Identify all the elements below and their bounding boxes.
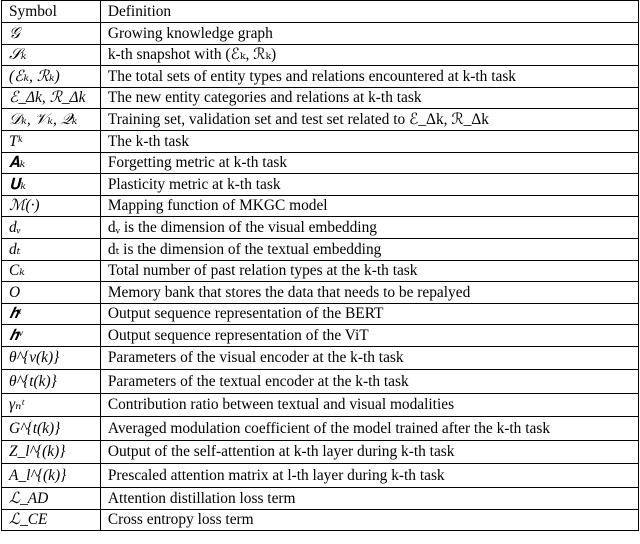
- symbol-cell: ℰ_Δk, ℛ_Δk: [2, 87, 101, 109]
- table-row: [2, 238, 639, 260]
- definition-cell: Parameters of the visual encoder at the k-th task: [100, 346, 638, 370]
- definition-cell: dᵥ is the dimension of the visual embedding: [100, 217, 638, 239]
- definition-cell: k-th snapshot with (ℰₖ, ℛₖ): [100, 44, 638, 66]
- table-row: [2, 174, 639, 196]
- definition-cell: Contribution ratio between textual and visual modalities: [100, 393, 638, 417]
- definition-cell: dₜ is the dimension of the textual embedding: [100, 238, 638, 260]
- table-row: [2, 325, 639, 347]
- table-row: [2, 370, 639, 394]
- table-row: [2, 109, 639, 131]
- symbol-cell: 𝐀ₖ: [2, 152, 101, 174]
- table-row: [2, 217, 639, 239]
- symbol-cell: ℒ_CE: [2, 509, 101, 531]
- symbol-cell: G^{t(k)}: [2, 417, 101, 441]
- table-row: [2, 440, 639, 464]
- definition-cell: Total number of past relation types at the k-th task: [100, 260, 638, 282]
- table-row: [2, 66, 639, 88]
- symbol-cell: (ℰₖ, ℛₖ): [2, 66, 101, 88]
- symbol-cell: θ^{t(k)}: [2, 370, 101, 394]
- definition-cell: Mapping function of MKGC model: [100, 195, 638, 217]
- definition-cell: Output sequence representation of the BERT: [100, 303, 638, 325]
- table-row: [2, 509, 639, 531]
- symbol-cell: γₙᵗ: [2, 393, 101, 417]
- symbol-cell: dᵥ: [2, 217, 101, 239]
- header-row: [2, 1, 639, 23]
- table-row: [2, 346, 639, 370]
- definition-column-header: Definition: [100, 1, 638, 23]
- definition-cell: Attention distillation loss term: [100, 487, 638, 509]
- table-row: [2, 487, 639, 509]
- symbol-cell: Z_l^{(k)}: [2, 440, 101, 464]
- definition-cell: The k-th task: [100, 130, 638, 152]
- table-row: [2, 260, 639, 282]
- symbol-cell: ℒ_AD: [2, 487, 101, 509]
- symbol-cell: ℳ(·): [2, 195, 101, 217]
- table-row: [2, 87, 639, 109]
- table-row: [2, 130, 639, 152]
- symbol-cell: dₜ: [2, 238, 101, 260]
- definition-cell: Averaged modulation coefficient of the model trained after the k-th task: [100, 417, 638, 441]
- symbol-cell: 𝐔ₖ: [2, 174, 101, 196]
- definition-cell: Memory bank that stores the data that needs to be repalyed: [100, 282, 638, 304]
- table-row: [2, 282, 639, 304]
- symbol-cell: Cₖ: [2, 260, 101, 282]
- definition-cell: Training set, validation set and test set related to ℰ_Δk, ℛ_Δk: [100, 109, 638, 131]
- definition-cell: The total sets of entity types and relations encountered at k-th task: [100, 66, 638, 88]
- definition-cell: Cross entropy loss term: [100, 509, 638, 531]
- table-row: [2, 195, 639, 217]
- table-row: [2, 303, 639, 325]
- definition-cell: The new entity categories and relations at k-th task: [100, 87, 638, 109]
- definition-cell: Growing knowledge graph: [100, 23, 638, 45]
- symbol-cell: θ^{v(k)}: [2, 346, 101, 370]
- symbol-cell: O: [2, 282, 101, 304]
- definition-cell: Output sequence representation of the ViT: [100, 325, 638, 347]
- definition-cell: Prescaled attention matrix at l-th layer during k-th task: [100, 464, 638, 488]
- definition-cell: Parameters of the textual encoder at the k-th task: [100, 370, 638, 394]
- table-row: [2, 152, 639, 174]
- symbol-cell: 𝒢: [2, 23, 101, 45]
- table-row: [2, 23, 639, 45]
- definition-cell: Plasticity metric at k-th task: [100, 174, 638, 196]
- symbol-cell: A_l^{(k)}: [2, 464, 101, 488]
- definition-cell: Output of the self-attention at k-th layer during k-th task: [100, 440, 638, 464]
- notation-table: [1, 0, 639, 531]
- definition-cell: Forgetting metric at k-th task: [100, 152, 638, 174]
- symbol-cell: 𝒟ₖ, 𝒱ₖ, 𝒬ₖ: [2, 109, 101, 131]
- table-row: [2, 44, 639, 66]
- table-row: [2, 464, 639, 488]
- symbol-cell: 𝒉ᵗ: [2, 303, 101, 325]
- table-row: [2, 393, 639, 417]
- symbol-cell: Tᵏ: [2, 130, 101, 152]
- symbol-column-header: Symbol: [2, 1, 101, 23]
- symbol-cell: 𝒉ᵛ: [2, 325, 101, 347]
- table-row: [2, 417, 639, 441]
- symbol-cell: 𝒮ₖ: [2, 44, 101, 66]
